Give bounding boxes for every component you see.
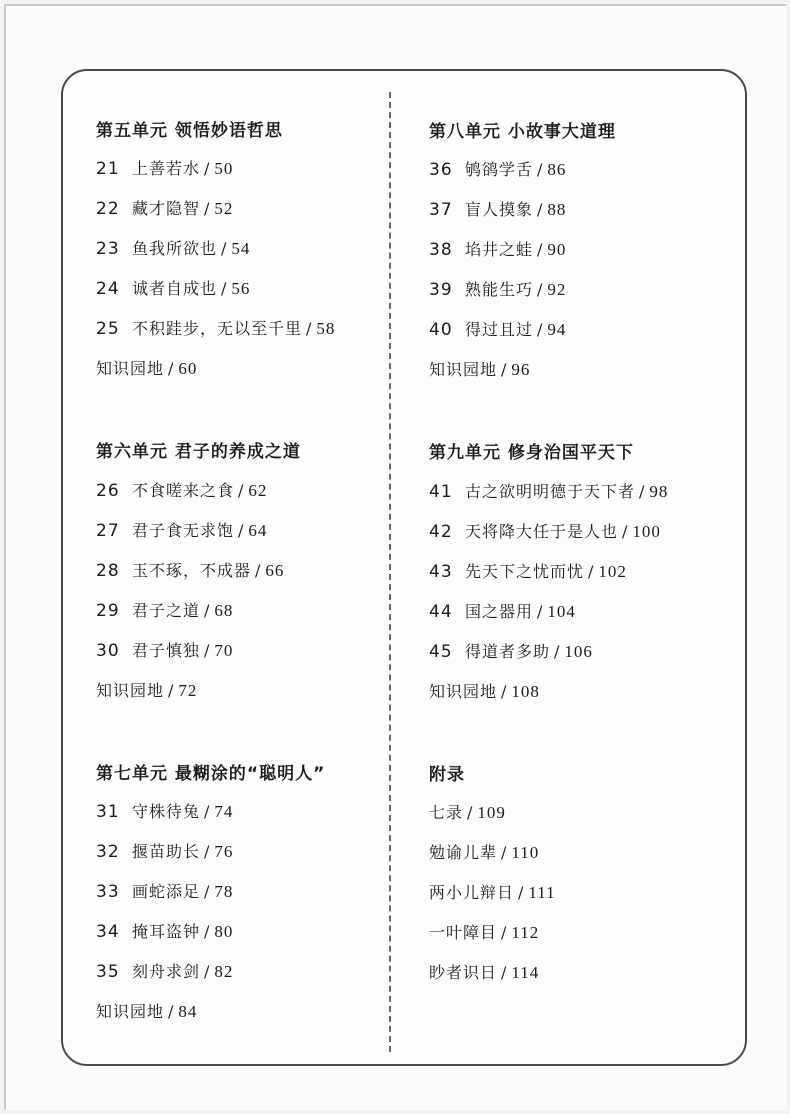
page-separator: / <box>554 642 561 661</box>
page-number: 82 <box>214 962 234 981</box>
page-number: 112 <box>511 923 540 942</box>
page-number: 64 <box>248 521 268 540</box>
toc-entry[interactable] <box>429 599 576 622</box>
page-separator: / <box>238 521 245 540</box>
page-separator: / <box>501 843 508 862</box>
page-number: 70 <box>214 641 234 660</box>
toc-entry[interactable] <box>429 317 566 340</box>
page-separator: / <box>537 160 544 179</box>
toc-entry[interactable] <box>96 478 267 501</box>
lesson-number: 28 <box>96 561 120 581</box>
toc-entry[interactable] <box>96 236 250 259</box>
page-separator: / <box>306 319 313 338</box>
page-separator: / <box>518 883 525 902</box>
page-separator: / <box>467 803 474 822</box>
lesson-title: 诚者自成也 <box>132 279 218 298</box>
knowledge-title: 知识园地 <box>429 682 498 701</box>
page-number: 84 <box>178 1002 198 1021</box>
page-number: 66 <box>265 561 285 580</box>
unit-8-heading: 第八单元 小故事大道理 <box>429 122 616 142</box>
toc-entry[interactable] <box>96 196 233 219</box>
page-separator: / <box>537 240 544 259</box>
lesson-title: 君子慎独 <box>132 641 201 660</box>
toc-entry-knowledge[interactable] <box>96 356 197 379</box>
page-number: 109 <box>477 803 506 822</box>
toc-entry[interactable] <box>429 277 566 300</box>
knowledge-title: 知识园地 <box>429 360 498 379</box>
page-number: 102 <box>598 562 627 581</box>
lesson-number: 30 <box>96 641 120 661</box>
lesson-title: 古之欲明明德于天下者 <box>465 482 636 501</box>
page-separator: / <box>537 320 544 339</box>
page-number: 111 <box>528 883 556 902</box>
page-separator: / <box>204 802 211 821</box>
lesson-title: 国之器用 <box>465 602 534 621</box>
page-number: 78 <box>214 882 234 901</box>
toc-entry[interactable] <box>96 638 233 661</box>
appendix-title: 两小儿辩日 <box>429 883 515 902</box>
lesson-title: 熟能生巧 <box>465 280 534 299</box>
knowledge-title: 知识园地 <box>96 681 165 700</box>
lesson-title: 君子食无求饱 <box>132 521 235 540</box>
lesson-number: 23 <box>96 239 120 259</box>
toc-entry[interactable] <box>96 879 233 902</box>
lesson-number: 36 <box>429 160 453 180</box>
lesson-number: 31 <box>96 802 120 822</box>
toc-entry[interactable] <box>429 479 668 502</box>
page-separator: / <box>168 1002 175 1021</box>
page-separator: / <box>238 481 245 500</box>
lesson-number: 21 <box>96 159 120 179</box>
lesson-title: 鱼我所欲也 <box>132 239 218 258</box>
toc-entry[interactable] <box>96 959 233 982</box>
toc-entry[interactable] <box>429 559 627 582</box>
unit-7-heading: 第七单元 最糊涂的“聪明人” <box>96 764 326 784</box>
lesson-number: 25 <box>96 319 120 339</box>
page-number: 114 <box>511 963 540 982</box>
lesson-title: 盲人摸象 <box>465 200 534 219</box>
page-number: 94 <box>547 320 567 339</box>
page-separator: / <box>168 359 175 378</box>
page-separator: / <box>204 922 211 941</box>
toc-entry[interactable] <box>96 276 250 299</box>
page-separator: / <box>204 159 211 178</box>
toc-entry[interactable] <box>429 639 593 662</box>
page-number: 54 <box>231 239 251 258</box>
lesson-title: 鸲鹆学舌 <box>465 160 534 179</box>
page-number: 96 <box>511 360 531 379</box>
lesson-title: 刻舟求剑 <box>132 962 201 981</box>
appendix-entry[interactable] <box>429 800 506 823</box>
page-number: 88 <box>547 200 567 219</box>
lesson-number: 38 <box>429 240 453 260</box>
unit-6-heading: 第六单元 君子的养成之道 <box>96 442 301 462</box>
lesson-title: 画蛇添足 <box>132 882 201 901</box>
page-separator: / <box>537 200 544 219</box>
lesson-number: 40 <box>429 320 453 340</box>
lesson-title: 揠苗助长 <box>132 842 201 861</box>
page-separator: / <box>501 963 508 982</box>
unit-9-heading: 第九单元 修身治国平天下 <box>429 443 634 463</box>
page-separator: / <box>221 239 228 258</box>
page-number: 62 <box>248 481 268 500</box>
lesson-title: 君子之道 <box>132 601 201 620</box>
page-separator: / <box>622 522 629 541</box>
lesson-number: 26 <box>96 481 120 501</box>
lesson-number: 33 <box>96 882 120 902</box>
lesson-number: 43 <box>429 562 453 582</box>
lesson-number: 44 <box>429 602 453 622</box>
lesson-title: 藏才隐智 <box>132 199 201 218</box>
page-separator: / <box>588 562 595 581</box>
toc-entry[interactable] <box>96 839 233 862</box>
page-number: 108 <box>511 682 540 701</box>
toc-entry-knowledge[interactable] <box>96 999 197 1022</box>
knowledge-title: 知识园地 <box>96 359 165 378</box>
page-separator: / <box>204 641 211 660</box>
page-separator: / <box>204 842 211 861</box>
appendix-heading: 附录 <box>429 765 465 785</box>
knowledge-title: 知识园地 <box>96 1002 165 1021</box>
appendix-title: 一叶障目 <box>429 923 498 942</box>
lesson-number: 32 <box>96 842 120 862</box>
toc-entry-knowledge[interactable] <box>429 357 530 380</box>
page-number: 74 <box>214 802 234 821</box>
page-number: 60 <box>178 359 198 378</box>
page-number: 52 <box>214 199 234 218</box>
lesson-title: 得道者多助 <box>465 642 551 661</box>
toc-entry[interactable] <box>96 799 233 822</box>
toc-entry[interactable] <box>96 156 233 179</box>
page-separator: / <box>168 681 175 700</box>
lesson-title: 守株待兔 <box>132 802 201 821</box>
lesson-number: 27 <box>96 521 120 541</box>
page-number: 56 <box>231 279 251 298</box>
page-number: 80 <box>214 922 234 941</box>
lesson-number: 39 <box>429 280 453 300</box>
toc-entry-knowledge[interactable] <box>96 678 197 701</box>
page-number: 76 <box>214 842 234 861</box>
page-separator: / <box>204 882 211 901</box>
lesson-title: 先天下之忧而忧 <box>465 562 585 581</box>
toc-entry-knowledge[interactable] <box>429 679 540 702</box>
lesson-number: 41 <box>429 482 453 502</box>
page-number: 98 <box>649 482 669 501</box>
page-number: 90 <box>547 240 567 259</box>
lesson-number: 35 <box>96 962 120 982</box>
lesson-number: 37 <box>429 200 453 220</box>
toc-entry[interactable] <box>96 316 335 339</box>
lesson-title: 不积跬步，无以至千里 <box>132 319 303 338</box>
appendix-entry[interactable] <box>429 840 539 863</box>
toc-entry[interactable] <box>96 598 233 621</box>
toc-entry[interactable] <box>429 519 661 542</box>
appendix-title: 眇者识日 <box>429 963 498 982</box>
toc-entry[interactable] <box>429 237 566 260</box>
page-number: 68 <box>214 601 234 620</box>
page-number: 110 <box>511 843 540 862</box>
column-divider <box>389 92 391 1052</box>
page-separator: / <box>501 360 508 379</box>
page-separator: / <box>204 601 211 620</box>
lesson-number: 45 <box>429 642 453 662</box>
page-number: 50 <box>214 159 234 178</box>
lesson-number: 34 <box>96 922 120 942</box>
lesson-title: 玉不琢，不成器 <box>132 561 252 580</box>
page-separator: / <box>537 602 544 621</box>
page-separator: / <box>501 682 508 701</box>
lesson-title: 埳井之蛙 <box>465 240 534 259</box>
page-number: 72 <box>178 681 198 700</box>
lesson-title: 得过且过 <box>465 320 534 339</box>
page-number: 100 <box>632 522 661 541</box>
toc-entry[interactable] <box>96 558 284 581</box>
appendix-entry[interactable] <box>429 920 539 943</box>
page-separator: / <box>639 482 646 501</box>
toc-entry[interactable] <box>429 197 566 220</box>
lesson-number: 22 <box>96 199 120 219</box>
page-separator: / <box>255 561 262 580</box>
page-number: 106 <box>564 642 593 661</box>
page-separator: / <box>204 199 211 218</box>
page-separator: / <box>537 280 544 299</box>
page-number: 86 <box>547 160 567 179</box>
appendix-entry[interactable] <box>429 880 556 903</box>
lesson-number: 29 <box>96 601 120 621</box>
lesson-title: 天将降大任于是人也 <box>465 522 619 541</box>
lesson-title: 掩耳盗钟 <box>132 922 201 941</box>
page-number: 92 <box>547 280 567 299</box>
toc-entry[interactable] <box>96 518 267 541</box>
page-separator: / <box>204 962 211 981</box>
lesson-number: 24 <box>96 279 120 299</box>
page-number: 104 <box>547 602 576 621</box>
lesson-number: 42 <box>429 522 453 542</box>
page-separator: / <box>501 923 508 942</box>
toc-entry[interactable] <box>96 919 233 942</box>
unit-5-heading: 第五单元 领悟妙语哲思 <box>96 121 283 141</box>
page-separator: / <box>221 279 228 298</box>
appendix-entry[interactable] <box>429 960 539 983</box>
lesson-title: 上善若水 <box>132 159 201 178</box>
appendix-title: 勉谕儿辈 <box>429 843 498 862</box>
page-number: 58 <box>316 319 336 338</box>
appendix-title: 七录 <box>429 803 464 822</box>
toc-entry[interactable] <box>429 157 566 180</box>
lesson-title: 不食嗟来之食 <box>132 481 235 500</box>
